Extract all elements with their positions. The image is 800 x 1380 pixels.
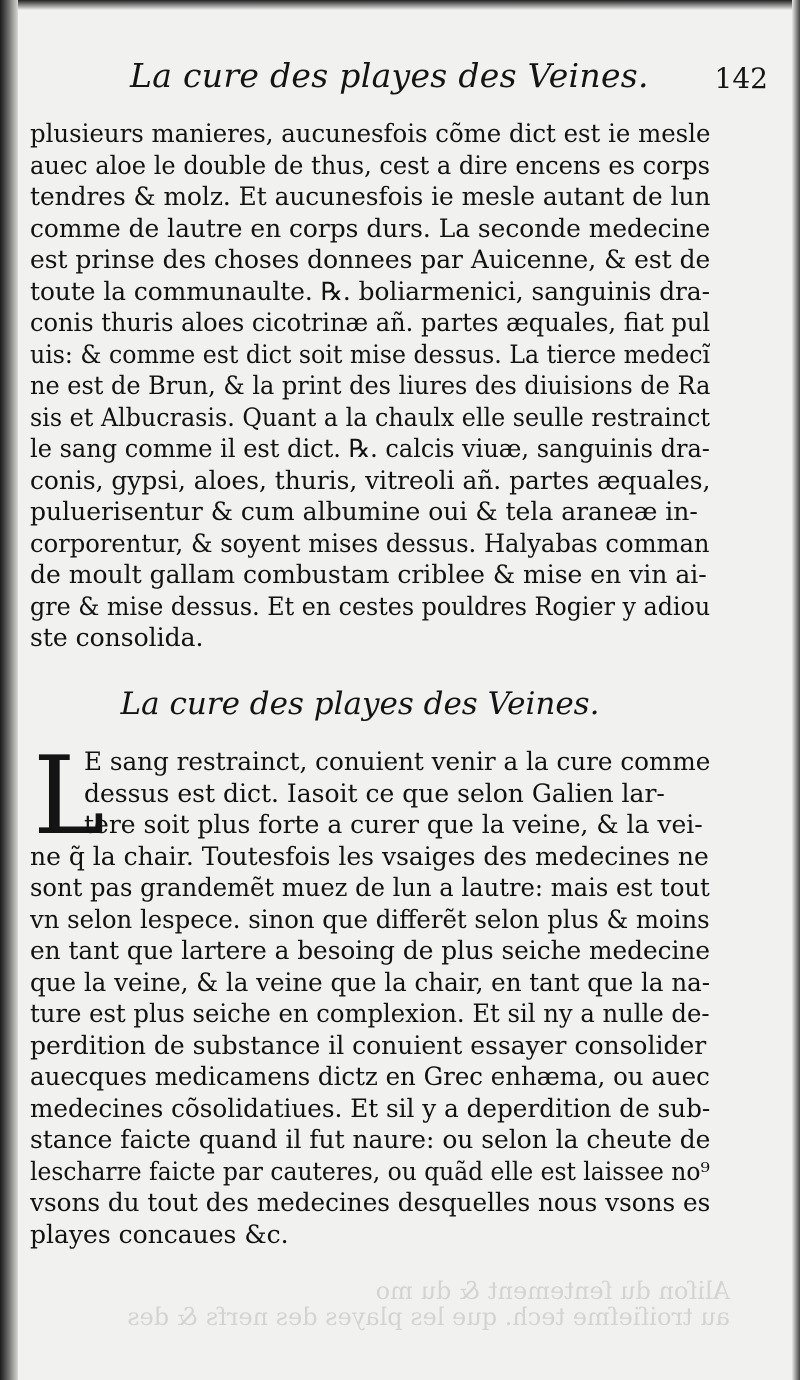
text-line: est prinse des choses donnees par Auicenne, & est de (30, 245, 710, 274)
text-line: playes concaues &c. (30, 1219, 289, 1249)
text-line: ne q̃ la chair. Toutesfois les vsaiges des medecines ne (30, 841, 709, 871)
text-line: E sang restrainct, conuient venir a la cure comme (84, 747, 710, 776)
bleed-through-text (90, 1278, 730, 1330)
paragraph-continued (30, 118, 710, 654)
drop-cap: L (33, 734, 105, 859)
text-line: tendres & molz. Et aucunesfois ie mesle autant de lun (30, 182, 710, 211)
running-head (30, 52, 770, 100)
text-line: lescharre faicte par cauteres, ou quãd elle est laissee no⁹ (30, 1156, 710, 1186)
section-heading: La cure des playes des Veines. (120, 686, 600, 722)
text-line: vn selon lespece. sinon que differẽt selon plus & moins (30, 904, 710, 934)
text-line: comme de lautre en corps durs. La seconde medecine (30, 213, 710, 243)
text-line: vsons du tout des medecines desquelles nous vsons es (30, 1188, 710, 1217)
paragraph-section (30, 734, 710, 1250)
text-line: sont pas grandemẽt muez de lun a lautre: mais est tout (30, 873, 710, 902)
bleed-line: Aliſon du ſentement & du mo (375, 1277, 730, 1305)
text-line: ne est de Brun, & la print des liures des diuisions de Ra (30, 371, 710, 400)
text-line: perdition de substance il conuient essayer consolider (30, 1030, 707, 1060)
text-line: toute la communaulte. ℞. boliarmenici, sanguinis dra- (30, 276, 710, 306)
text-line: ture est plus seiche en complexion. Et sil ny a nulle de- (30, 999, 710, 1028)
text-line: de moult gallam combustam criblee & mise en vin ai- (30, 560, 707, 589)
running-head-title: La cure des playes des Veines. (130, 56, 649, 95)
text-line: gre & mise dessus. Et en cestes pouldres Rogier y adiou (30, 591, 710, 621)
text-line: stance faicte quand il fut naure: ou selon la cheute de (30, 1125, 710, 1154)
text-line: en tant que lartere a besoing de plus seiche medecine (30, 936, 710, 965)
text-line: tere soit plus forte a curer que la veine, & la vei- (84, 810, 703, 839)
text-line: medecines cõsolidatiues. Et sil y a deperdition de sub- (30, 1093, 710, 1123)
text-line: auec aloe le double de thus, cest a dire encens es corps (30, 150, 710, 180)
text-line: que la veine, & la veine que la chair, en tant que la na- (30, 967, 710, 997)
text-line: le sang comme il est dict. ℞. calcis viuæ, sanguinis dra- (30, 434, 710, 463)
text-line: puluerisentur & cum albumine oui & tela araneæ in- (30, 497, 698, 526)
text-line: dessus est dict. Iasoit ce que selon Galien lar- (84, 778, 665, 808)
text-line: conis, gypsi, aloes, thuris, vitreoli añ. partes æquales, (30, 465, 710, 495)
text-line: conis thuris aloes cicotrinæ añ. partes æquales, fiat pul (30, 308, 710, 337)
text-line: auecques medicamens dictz en Grec enhæma, ou auec (30, 1062, 710, 1091)
page-top-shadow (0, 0, 800, 10)
page-edge-shadow (792, 0, 800, 1380)
text-line: ste consolida. (30, 623, 204, 652)
text-line: sis et Albucrasis. Quant a la chaulx elle seulle restrainct (30, 402, 710, 432)
bleed-line: au troiſieſme tech. que les playes des nerfs & des (127, 1303, 730, 1331)
text-line: plusieurs manieres, aucunesfois cõme dict est ie mesle (30, 119, 710, 148)
text-line: uis: & comme est dict soit mise dessus. La tierce medecĩ (30, 339, 710, 369)
page-number: 142 (714, 62, 768, 95)
text-line: corporentur, & soyent mises dessus. Halyabas comman (30, 528, 710, 558)
